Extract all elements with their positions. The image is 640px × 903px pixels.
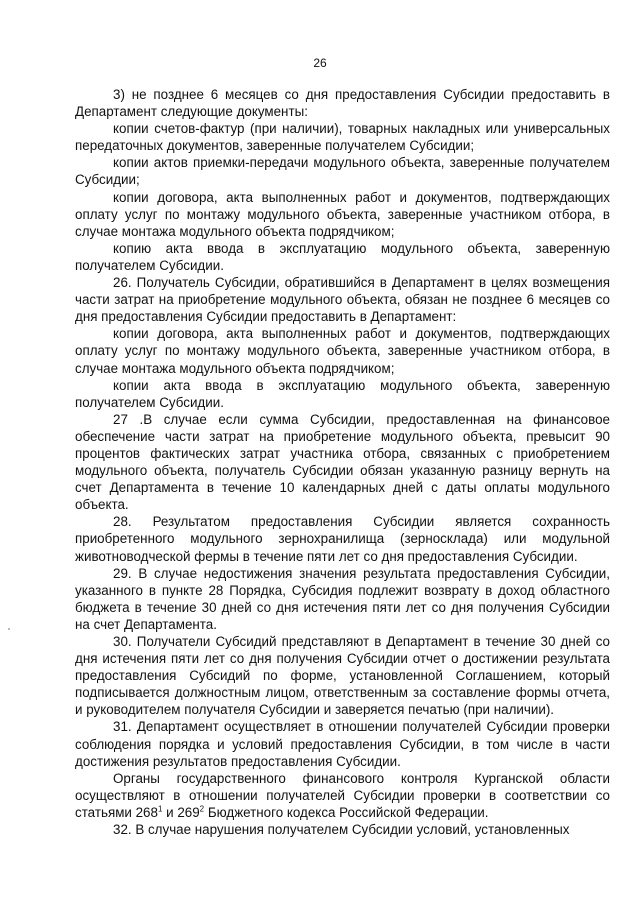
paragraph: копии акта ввода в эксплуатацию модульного объекта, заверенную получателем Субсидии.: [75, 377, 610, 410]
superscript: 2: [199, 804, 205, 814]
paragraph-text: Бюджетного кодекса Российской Федерации.: [204, 804, 489, 820]
paragraph: копии актов приемки-передачи модульного объекта, заверенные получателем Субсидии;: [75, 155, 610, 188]
page-number: 26: [313, 56, 327, 70]
document-body: [75, 86, 610, 838]
paragraph-text: Органы государственного финансового контроля Курганской области осуществляют в отношении получателей Субсидии проверки в соответствии со статьями 268: [75, 770, 610, 820]
paragraph: копии счетов-фактур (при наличии), товарных накладных или универсальных передаточных документов, заверенные получателем Субсидии;: [75, 121, 610, 154]
paragraph: 26. Получатель Субсидии, обратившийся в Департамент в целях возмещения части затрат на приобретение модульного объекта, обязан не позднее 6 месяцев со дня предоставления Субсидии предоставить в Департамент:: [75, 275, 610, 325]
paragraph: 32. В случае нарушения получателем Субсидии условий, установленных: [113, 822, 570, 838]
paragraph: 27 .В случае если сумма Субсидии, предоставленная на финансовое обеспечение части затрат на приобретение модульного объекта, превысит 90 процентов фактических затрат участника отбора, связанных с приобретением модульного объекта, получатель Субсидии обязан указанную разницу вернуть на счет Департамента в течение 10 календарных дней с даты оплаты модульного объекта.: [75, 411, 610, 513]
paragraph: копии договора, акта выполненных работ и документов, подтверждающих оплату услуг по монтажу модульного объекта, заверенные участником отбора, в случае монтажа модульного объекта подрядчиком;: [75, 326, 610, 376]
paragraph: копии договора, акта выполненных работ и документов, подтверждающих оплату услуг по монтажу модульного объекта, заверенные участником отбора, в случае монтажа модульного объекта подрядчиком;: [75, 189, 610, 239]
paragraph-text: и 269: [162, 804, 200, 820]
superscript: 1: [157, 804, 163, 814]
paragraph: копию акта ввода в эксплуатацию модульного объекта, заверенную получателем Субсидии.: [75, 240, 610, 273]
paragraph: 31. Департамент осуществляет в отношении получателей Субсидии проверки соблюдения порядка и условий предоставления Субсидии, в том числе в части достижения результатов предоставления Субсидии.: [75, 719, 610, 769]
paragraph-with-superscripts: [75, 770, 610, 821]
paragraph: 30. Получатели Субсидий представляют в Департамент в течение 30 дней со дня истечения пяти лет со дня получения Субсидии отчет о достижении результата предоставления Субсидий по форме, установленной Соглашением, который подписывается должностным лицом, ответственным за составление формы отчета, и руководителем получателя Субсидии и заверяется печатью (при наличии).: [75, 634, 610, 718]
paragraph: 3) не позднее 6 месяцев со дня предоставления Субсидии предоставить в Департамент следующие документы:: [75, 87, 610, 120]
scan-speck: [8, 628, 10, 630]
paragraph: 29. В случае недостижения значения результата предоставления Субсидии, указанного в пункте 28 Порядка, Субсидия подлежит возврату в доход областного бюджета в течение 30 дней со дня истечения пяти лет со дня получения Субсидии на счет Департамента.: [75, 565, 610, 632]
paragraph: 28. Результатом предоставления Субсидии является сохранность приобретенного модульного зернохранилища (зерносклада) или модульной животноводческой фермы в течение пяти лет со дня предоставления Субсидии.: [75, 514, 610, 564]
